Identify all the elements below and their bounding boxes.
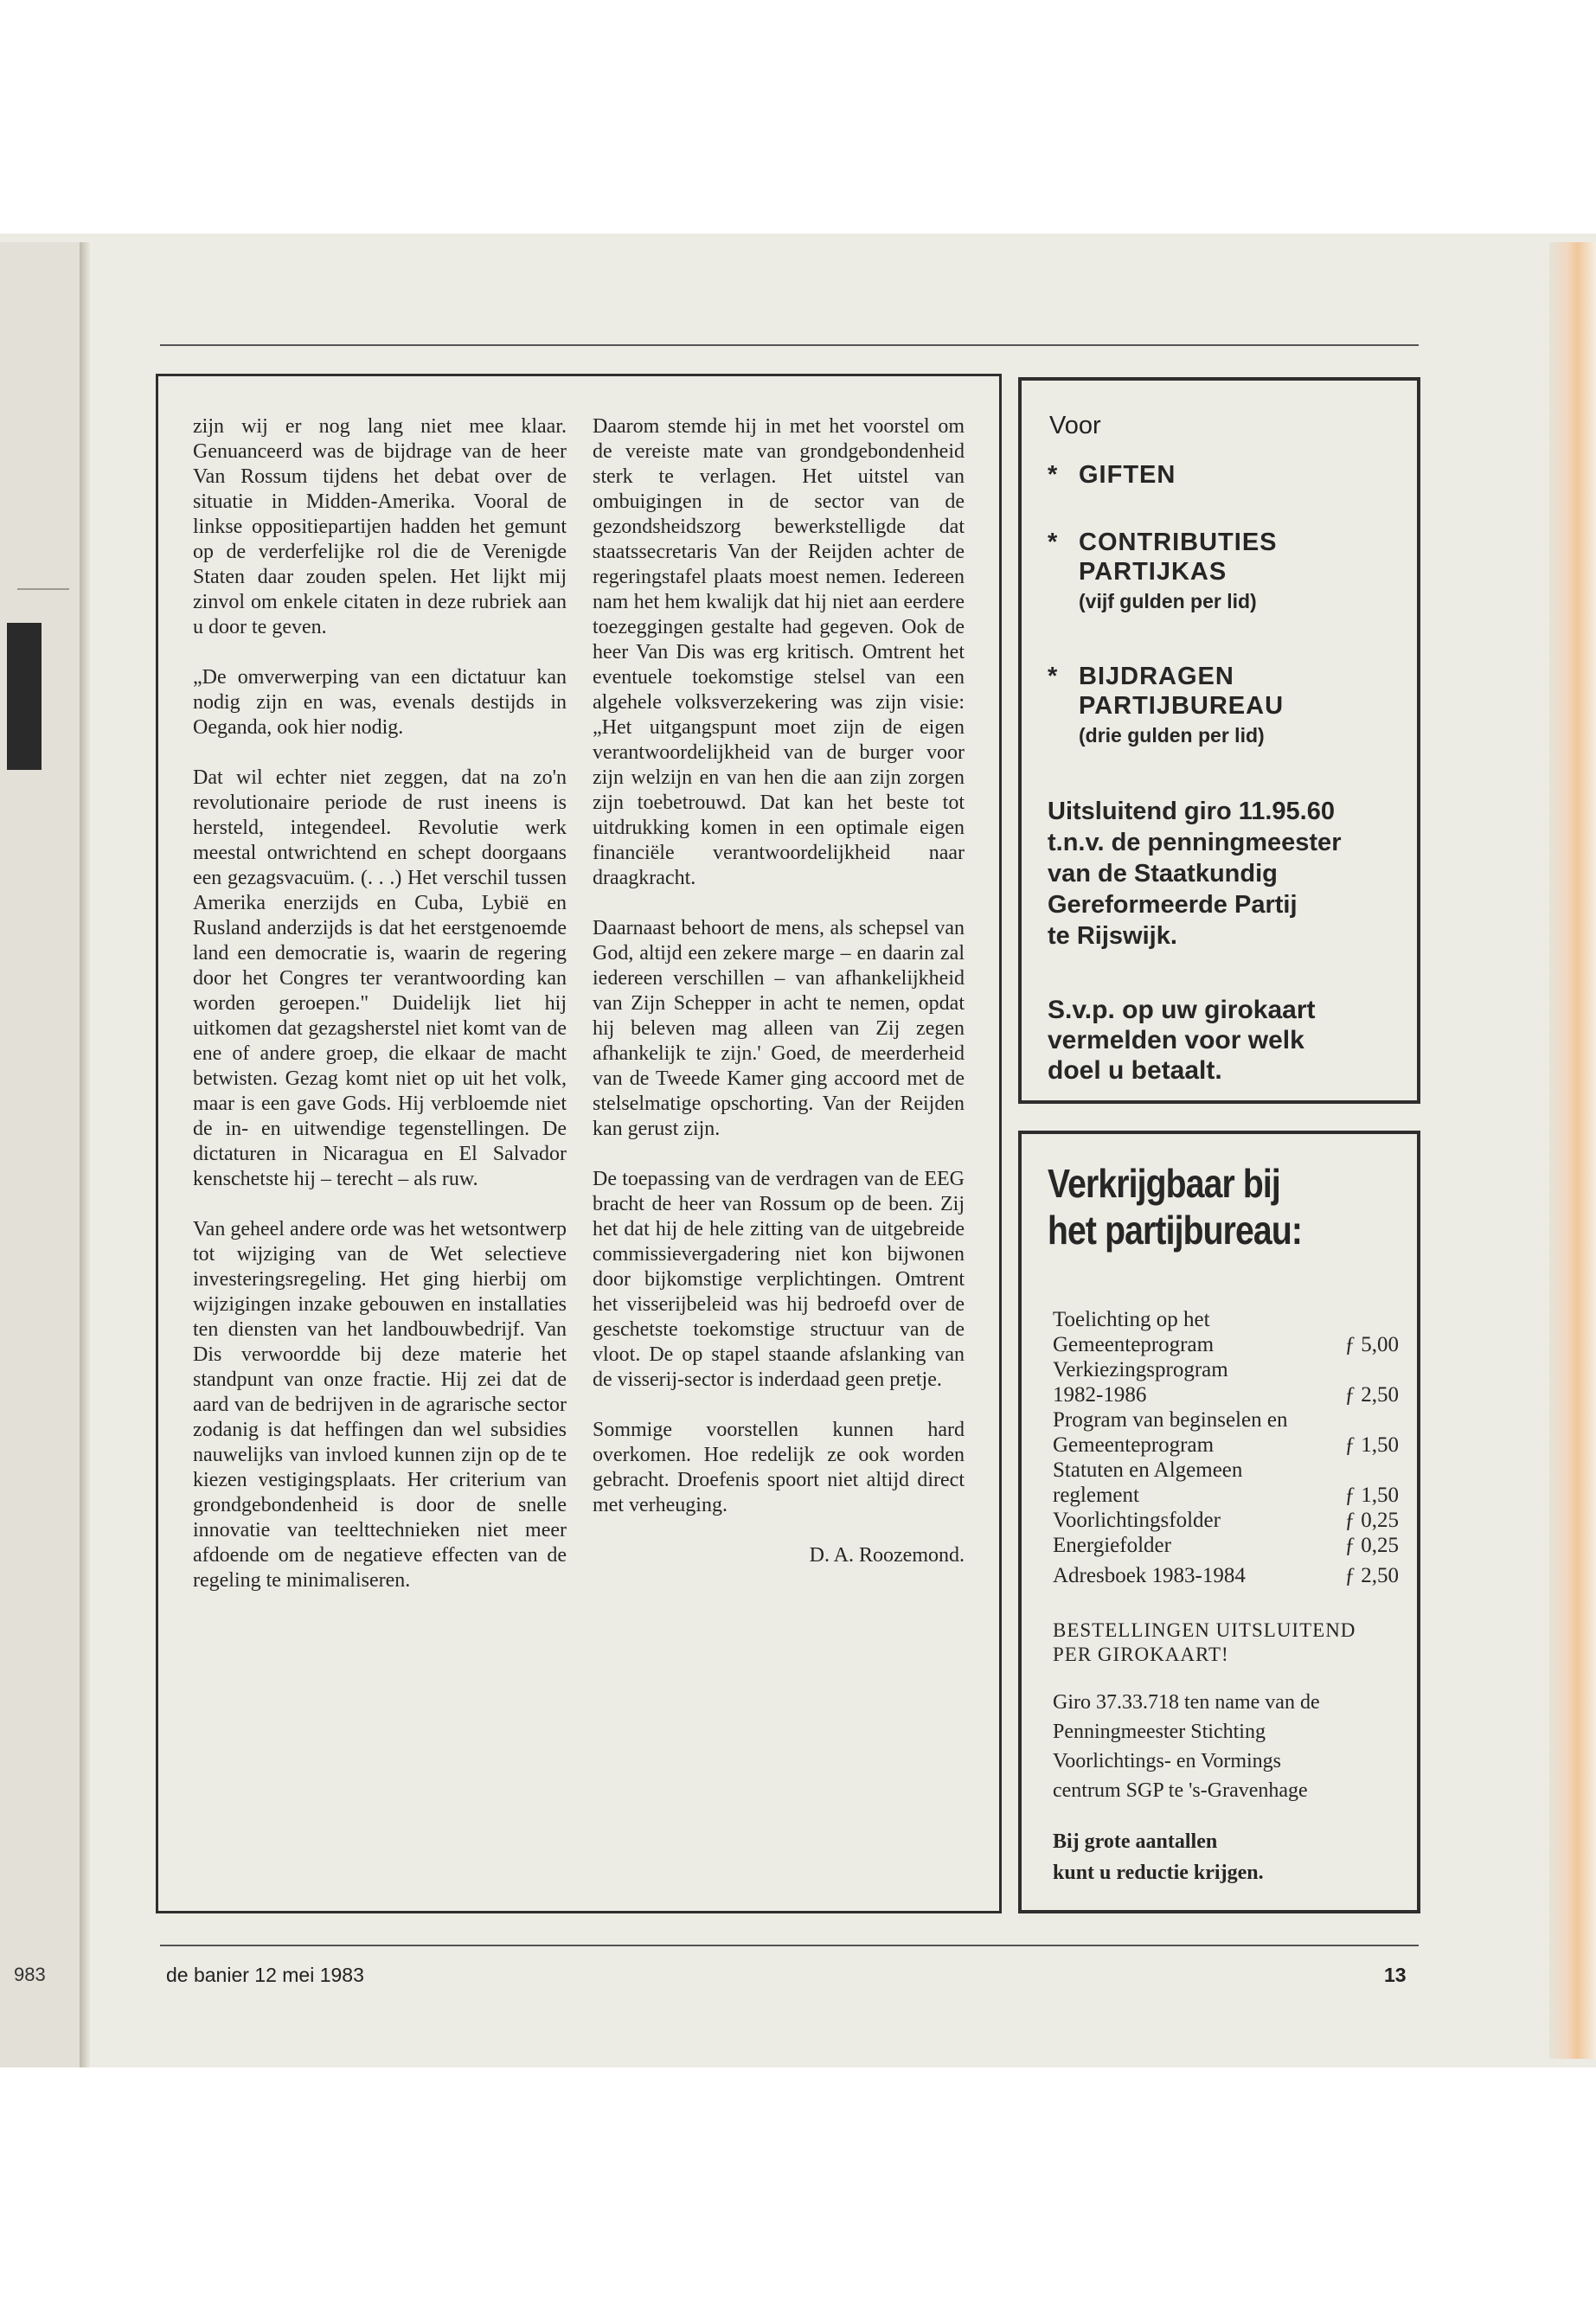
donation-item-subtitle: (drie gulden per lid) xyxy=(1079,724,1265,747)
previous-page-edge xyxy=(0,242,82,2067)
price-item xyxy=(1053,1407,1399,1458)
donation-box xyxy=(1018,377,1420,1104)
donation-item-subtitle: (vijf gulden per lid) xyxy=(1079,590,1257,612)
price-value: ƒ 0,25 xyxy=(1344,1509,1399,1532)
paragraph: Daarnaast behoort de mens, als schepsel van God, altijd een zekere marge – en daarin zal iedereen verschillen – van afhankelijkheid van Zijn Schepper in acht te nemen, opdat hij beleven mag alleen van Zij zegen afhankelijk te zijn.' Goed, de meerderheid van de Tweede Kamer ging accoord met de stelselmatige opschorting. Van der Reijden kan gerust zijn. xyxy=(593,917,965,1140)
heading-line: het partijbureau: xyxy=(1048,1208,1303,1253)
giro-line: centrum SGP te 's-Gravenhage xyxy=(1053,1779,1308,1802)
instruction-line: PER GIROKAART! xyxy=(1053,1644,1229,1665)
article-column-1 xyxy=(193,414,567,1618)
paragraph: „De omverwerping van een dictatuur kan nodig zijn en was, evenals destijds in Oeganda, ook hier nodig. xyxy=(193,666,567,739)
price-item xyxy=(1053,1533,1399,1558)
donation-note xyxy=(1048,995,1411,1086)
price-item xyxy=(1053,1357,1399,1407)
article-frame xyxy=(156,374,1002,1913)
price-value: ƒ 2,50 xyxy=(1344,1564,1399,1587)
giro-line: Penningmeester Stichting xyxy=(1053,1721,1266,1743)
giro-line: te Rijswijk. xyxy=(1048,922,1177,950)
price-value: ƒ 2,50 xyxy=(1344,1383,1399,1407)
publication-footer: de banier 12 mei 1983 xyxy=(166,1964,364,1986)
top-rule xyxy=(160,344,1419,346)
price-item-label: reglement xyxy=(1053,1484,1139,1507)
previous-page-rule xyxy=(17,588,69,590)
price-item-label: Adresboek 1983-1984 xyxy=(1053,1564,1246,1587)
donation-item-title: PARTIJBUREAU xyxy=(1079,692,1285,720)
giro-line: Giro 37.33.718 ten name van de xyxy=(1053,1691,1320,1714)
price-item-label: Toelichting op het xyxy=(1053,1308,1210,1331)
star-icon: * xyxy=(1048,461,1058,489)
order-giro-info xyxy=(1053,1688,1407,1805)
price-item xyxy=(1053,1307,1399,1357)
price-item xyxy=(1053,1458,1399,1508)
instruction-line: BESTELLINGEN UITSLUITEND xyxy=(1053,1619,1356,1641)
price-item-label: Gemeenteprogram xyxy=(1053,1433,1215,1457)
book-spine xyxy=(80,242,92,2067)
donation-intro: Voor xyxy=(1049,412,1101,439)
paragraph: Dat wil echter niet zeggen, dat na zo'n revolutionaire periode de rust ineens is hersteld, integendeel. Revolutie werk meestal ontwrichtend en schept doorgaans een gezagsvacuüm. (. . .) Het verschil tussen Amerika enerzijds en Cuba, Lybië en Rusland anderzijds is dat het eerstgenoemde land een democratie is, waarin de regering door het Congres ter verantwoording kan worden geroepen." Duidelijk liet hij uitkomen dat gezagsherstel niet komt van de ene of andere groep, die elkaar de macht betwisten. Gezag komt niet op uit het volk, maar is een gave Gods. Hij verbloemde niet de in- en uitwendige tegenstellingen. De dictaturen in Nicaragua en El Salvador kenschetste hij – terecht – als ruw. xyxy=(193,766,567,1190)
page-edges xyxy=(1549,242,1596,2059)
price-value: ƒ 1,50 xyxy=(1344,1484,1399,1507)
star-icon: * xyxy=(1048,663,1058,690)
article-column-2 xyxy=(593,414,965,1568)
price-value: ƒ 0,25 xyxy=(1344,1534,1399,1557)
giro-line: Uitsluitend giro 11.95.60 xyxy=(1048,798,1335,825)
price-item xyxy=(1053,1563,1399,1588)
bottom-rule xyxy=(160,1945,1419,1946)
previous-page-folio: 983 xyxy=(14,1964,46,1985)
donation-item-title: BIJDRAGEN xyxy=(1079,663,1234,690)
publication-price-list xyxy=(1053,1307,1399,1588)
bulk-line: kunt u reductie krijgen. xyxy=(1053,1862,1264,1884)
price-item-label: Statuten en Algemeen xyxy=(1053,1458,1243,1482)
author-signature: D. A. Roozemond. xyxy=(809,1544,965,1567)
giro-line: Gereformeerde Partij xyxy=(1048,891,1298,919)
bulk-discount-note xyxy=(1053,1826,1407,1888)
giro-line: t.n.v. de penningmeester xyxy=(1048,829,1342,856)
previous-page-tab xyxy=(7,623,42,770)
bulk-line: Bij grote aantallen xyxy=(1053,1830,1218,1853)
heading-line: Verkrijgbaar bij xyxy=(1048,1161,1280,1206)
order-box xyxy=(1018,1131,1420,1913)
price-item-label: Program van beginselen en xyxy=(1053,1408,1288,1432)
note-line: vermelden voor welk xyxy=(1048,1026,1304,1054)
price-item xyxy=(1053,1508,1399,1533)
paragraph: Daarom stemde hij in met het voorstel om de vereiste mate van grondgebondenheid sterk te verlagen. Het uitstel van ombuigingen in de sector van de gezondsheidszorg bewerkstelligde dat staatssecretaris Van der Reijden achter de regeringstafel plaats moest nemen. Iedereen nam het hem kwalijk dat hij niet aan eerdere toezeggingen gestalte had gegeven. Ook de heer Van Dis was erg kritisch. Omtrent het eventuele toekomstige stelsel van een algehele volksverzekering was zijn visie: „Het uitgangspunt moet zijn de eigen verantwoordelijkheid van de burger voor zijn welzijn en van hen die aan zijn zorgen zijn toebetrouwd. Dat kan het beste tot uitdrukking komen in een optimale eigen financiële verantwoordelijkheid naar draagkracht. xyxy=(593,415,965,889)
paragraph: Van geheel andere orde was het wetsontwerp tot wijziging van de Wet selectieve investeringsregeling. Het ging hierbij om wijzigingen inzake gebouwen en installaties ten diensten van het landbouwbedrijf. Van Dis verwoordde bij deze materie het standpunt van onze fractie. Hij zei dat de aard van de bedrijven in de agrarische sector zodanig is dat heffingen dan wel subsidies nauwelijks van invloed kunnen zijn op de te kiezen vestigingsplaats. Her criterium van grondgebondenheid is door de snelle innovatie van teelttechnieken niet meer afdoende om de negatieve effecten van de regeling te minimaliseren. xyxy=(193,1218,567,1592)
donation-item-title: GIFTEN xyxy=(1079,461,1176,489)
note-line: doel u betaalt. xyxy=(1048,1056,1222,1085)
star-icon: * xyxy=(1048,529,1058,556)
paragraph: De toepassing van de verdragen van de EEG bracht de heer van Rossum op de been. Zij het dat hij de hele zitting van de uitgebreide commissievergadering niet kon bijwonen door bijkomstige verplichtingen. Omtrent het visserijbeleid was hij bedroefd over de geschetste toekomstige structuur van de vloot. De op stapel staande afslanking van de visserij-sector is inderdaad geen pretje. xyxy=(593,1168,965,1391)
note-line: S.v.p. op uw girokaart xyxy=(1048,996,1316,1024)
price-item-label: Verkiezingsprogram xyxy=(1053,1358,1228,1381)
page-number: 13 xyxy=(1384,1964,1407,1986)
donation-giro-info xyxy=(1048,796,1411,952)
price-item-label: Voorlichtingsfolder xyxy=(1053,1509,1221,1532)
paragraph: Sommige voorstellen kunnen hard overkomen. Hoe redelijk ze ook worden gebracht. Droefenis spoort niet altijd direct met verheuging. xyxy=(593,1419,965,1516)
order-heading xyxy=(1048,1160,1356,1253)
order-instruction xyxy=(1053,1618,1416,1667)
price-value: ƒ 5,00 xyxy=(1344,1333,1399,1356)
donation-item-bijdragen xyxy=(1048,662,1411,750)
giro-line: Voorlichtings- en Vormings xyxy=(1053,1750,1282,1772)
price-item-label: 1982-1986 xyxy=(1053,1383,1147,1407)
price-item-label: Energiefolder xyxy=(1053,1534,1171,1557)
giro-line: van de Staatkundig xyxy=(1048,860,1278,888)
donation-item-giften xyxy=(1048,460,1411,490)
price-item-label: Gemeenteprogram xyxy=(1053,1333,1215,1356)
paragraph: zijn wij er nog lang niet mee klaar. Genuanceerd was de bijdrage van de heer Van Rossum tijdens het debat over de situatie in Midden-Amerika. Vooral de linkse oppositiepartijen hadden het gemunt op de verderfelijke rol die de Verenigde Staten daar zouden spelen. Het lijkt mij zinvol om enkele citaten in deze rubriek aan u door te geven. xyxy=(193,415,567,638)
donation-item-title: PARTIJKAS xyxy=(1079,558,1227,586)
donation-item-title: CONTRIBUTIES xyxy=(1079,529,1278,556)
price-value: ƒ 1,50 xyxy=(1344,1433,1399,1457)
donation-item-contributies xyxy=(1048,528,1411,616)
